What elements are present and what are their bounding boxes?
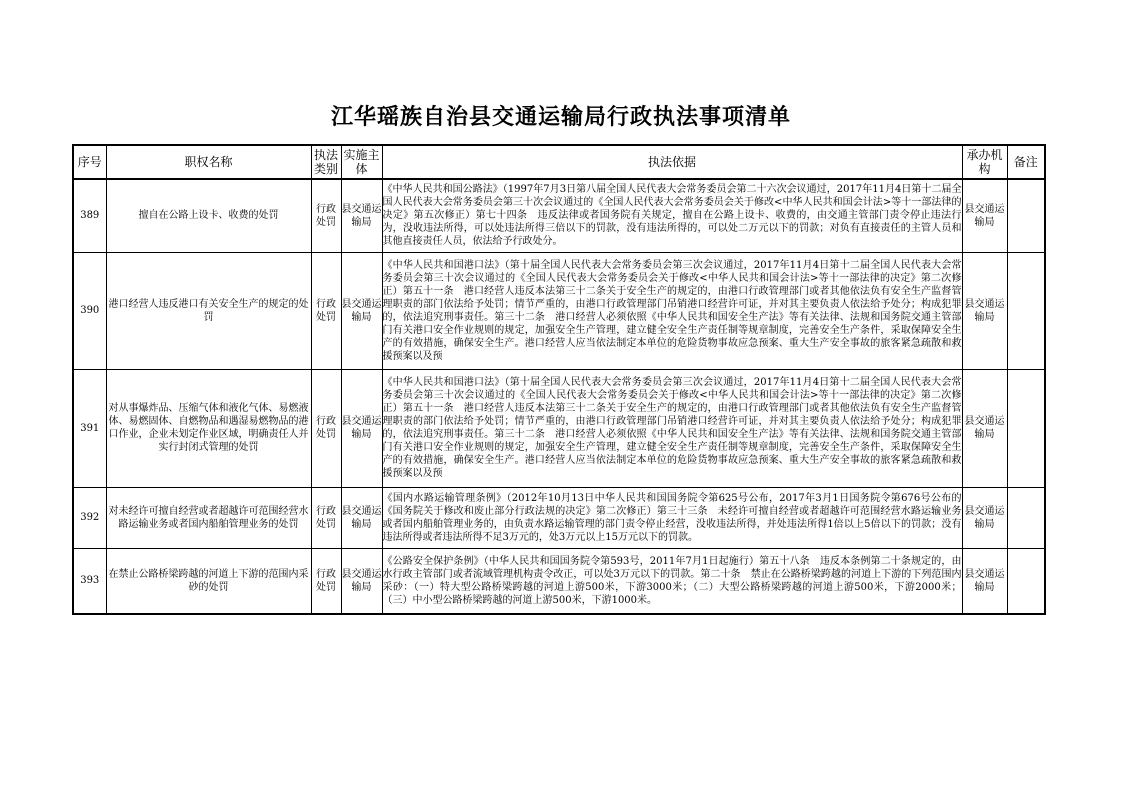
row-note <box>1007 252 1045 369</box>
row-subject: 县交通运输局 <box>341 179 382 252</box>
row-index: 389 <box>73 179 106 252</box>
header-note: 备注 <box>1007 145 1045 179</box>
row-subject: 县交通运输局 <box>341 369 382 487</box>
header-index: 序号 <box>73 145 106 179</box>
header-org: 承办机构 <box>962 145 1007 179</box>
row-basis: 《公路安全保护条例》（中华人民共和国国务院令第593号，2011年7月1日起施行）第五十八条 违反本条例第二十条规定的，由水行政主管部门或者流域管理机构责令改正，可以处3万元以下的罚款。第二十条 禁止在公路桥梁跨越的河道上下游的下列范围内采砂：（一）特大型公路桥梁跨越的河道上游500米，下游3000米；（二）大型公路桥梁跨越的河道上游500米，下游2000米；（三）中小型公路桥梁跨越的河道上游500米，下游1000米。 <box>382 555 962 606</box>
row-type: 行政处罚 <box>311 369 341 487</box>
row-org: 县交通运输局 <box>962 252 1007 369</box>
row-basis-cell <box>382 548 962 614</box>
row-index: 393 <box>73 548 106 614</box>
row-name: 港口经营人违反港口有关安全生产的规定的处罚 <box>106 252 311 369</box>
row-name: 在禁止公路桥梁跨越的河道上下游的范围内采砂的处罚 <box>106 548 311 614</box>
row-subject: 县交通运输局 <box>341 487 382 548</box>
row-index: 391 <box>73 369 106 487</box>
row-note <box>1007 548 1045 614</box>
row-org: 县交通运输局 <box>962 548 1007 614</box>
row-name: 对从事爆炸品、压缩气体和液化气体、易燃液体、易燃固体、自燃物品和遇湿易燃物品的港口作业，企业未划定作业区域，明确责任人并实行封闭式管理的处罚 <box>106 369 311 487</box>
table-row <box>73 369 1045 487</box>
table-row <box>73 487 1045 548</box>
header-row <box>73 145 1045 179</box>
row-basis: 《中华人民共和国港口法》（第十届全国人民代表大会常务委员会第三次会议通过，2017年11月4日第十二届全国人民代表大会常务委员会第三十次会议通过的《全国人民代表大会常务委员会关于修改<中华人民共和国会计法>等十一部法律的决定》第二次修正）第五十一条 港口经营人违反本法第三十二条关于安全生产的规定的，由港口行政管理部门或者其他依法负有安全生产监督管理职责的部门依法给予处罚；情节严重的，由港口行政管理部门吊销港口经营许可证，并对其主要负责人依法给予处分；构成犯罪的，依法追究刑事责任。第三十二条 港口经营人必须依照《中华人民共和国安全生产法》等有关法律、法规和国务院交通主管部门有关港口安全作业规则的规定，加强安全生产管理，建立健全安全生产责任制等规章制度，完善安全生产条件，采取保障安全生产的有效措施，确保安全生产。港口经营人应当依法制定本单位的危险货物事故应急预案、重大生产安全事故的旅客紧急疏散和救援预案以及预 <box>382 259 962 362</box>
header-subject: 实施主体 <box>341 145 382 179</box>
row-type: 行政处罚 <box>311 487 341 548</box>
row-org: 县交通运输局 <box>962 487 1007 548</box>
row-basis: 《中华人民共和国港口法》（第十届全国人民代表大会常务委员会第三次会议通过，2017年11月4日第十二届全国人民代表大会常务委员会第三十次会议通过的《全国人民代表大会常务委员会关于修改<中华人民共和国会计法>等十一部法律的决定》第二次修正）第五十一条 港口经营人违反本法第三十二条关于安全生产的规定的，由港口行政管理部门或者其他依法负有安全生产监督管理职责的部门依法给予处罚；情节严重的，由港口行政管理部门吊销港口经营许可证，并对其主要负责人依法给予处分；构成犯罪的，依法追究刑事责任。第三十二条 港口经营人必须依照《中华人民共和国安全生产法》等有关法律、法规和国务院交通主管部门有关港口安全作业规则的规定，加强安全生产管理，建立健全安全生产责任制等规章制度，完善安全生产条件，采取保障安全生产的有效措施，确保安全生产。港口经营人应当依法制定本单位的危险货物事故应急预案、重大生产安全事故的旅客紧急疏散和救援预案以及预 <box>382 377 962 479</box>
row-basis: 《中华人民共和国公路法》（1997年7月3日第八届全国人民代表大会常务委员会第二十六次会议通过，2017年11月4日第十二届全国人民代表大会常务委员会第三十次会议通过的《全国人民代表大会常务委员会关于修改<中华人民共和国会计法>等十一部法律的决定》第五次修正）第七十四条 违反法律或者国务院有关规定，擅自在公路上设卡、收费的，由交通主管部门责令停止违法行为，没收违法所得，可以处违法所得三倍以下的罚款，没有违法所得的，可以处二万元以下的罚款；对负有直接责任的主管人员和其他直接责任人员，依法给予行政处分。 <box>382 184 962 248</box>
row-name: 对未经许可擅自经营或者超越许可范围经营水路运输业务或者国内船舶管理业务的处罚 <box>106 487 311 548</box>
row-subject: 县交通运输局 <box>341 548 382 614</box>
header-basis: 执法依据 <box>382 145 962 179</box>
page-title: 江华瑶族自治县交通运输局行政执法事项清单 <box>330 105 791 130</box>
row-name: 擅自在公路上设卡、收费的处罚 <box>106 179 311 252</box>
row-org: 县交通运输局 <box>962 179 1007 252</box>
row-org: 县交通运输局 <box>962 369 1007 487</box>
row-note <box>1007 179 1045 252</box>
row-basis-cell <box>382 487 962 548</box>
row-subject: 县交通运输局 <box>341 252 382 369</box>
row-type: 行政处罚 <box>311 179 341 252</box>
header-type: 执法类别 <box>311 145 341 179</box>
row-note <box>1007 487 1045 548</box>
table-row <box>73 252 1045 369</box>
header-name: 职权名称 <box>106 145 311 179</box>
row-index: 392 <box>73 487 106 548</box>
row-basis-cell <box>382 179 962 252</box>
row-basis-cell <box>382 252 962 369</box>
row-basis: 《国内水路运输管理条例》（2012年10月13日中华人民共和国国务院令第625号公布，2017年3月1日国务院令第676号公布的《国务院关于修改和废止部分行政法规的决定》第二次修正）第三十三条 未经许可擅自经营或者超越许可范围经营水路运输业务或者国内船舶管理业务的，由负责水路运输管理的部门责令停止经营，没收违法所得，并处违法所得1倍以上5倍以下的罚款；没有违法所得或者违法所得不足3万元的，处3万元以上15万元以下的罚款。 <box>382 492 962 543</box>
row-basis-cell <box>382 369 962 487</box>
row-note <box>1007 369 1045 487</box>
row-index: 390 <box>73 252 106 369</box>
table-row <box>73 179 1045 252</box>
row-type: 行政处罚 <box>311 548 341 614</box>
row-type: 行政处罚 <box>311 252 341 369</box>
table-row <box>73 548 1045 614</box>
enforcement-table <box>72 144 1046 615</box>
